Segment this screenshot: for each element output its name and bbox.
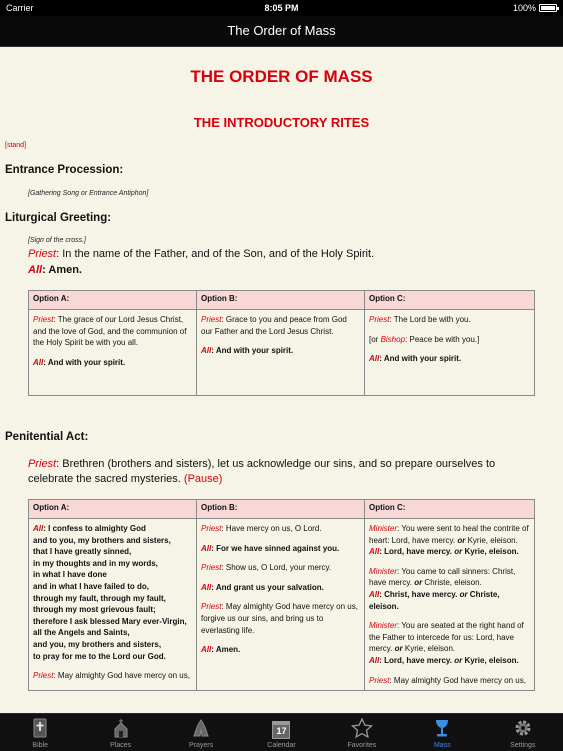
confiteor-line: through my fault, through my fault, bbox=[33, 593, 166, 603]
greeting-option-b bbox=[197, 310, 365, 396]
nav-title: The Order of Mass bbox=[227, 23, 336, 38]
status-time: 8:05 PM bbox=[264, 3, 299, 13]
minister-text: : You came to call sinners: Christ, have mercy. bbox=[369, 566, 516, 588]
confiteor-line: therefore I ask blessed Mary ever-Virgin, bbox=[33, 616, 187, 626]
option-b-all-text: : And with your spirit. bbox=[211, 346, 294, 356]
absolution-text: : May almighty God have mercy on us, bbox=[389, 675, 526, 685]
tab-mass[interactable] bbox=[402, 714, 482, 751]
confiteor-line: in what I have done bbox=[33, 570, 107, 580]
all-text: : Lord, have mercy. bbox=[379, 655, 455, 665]
tab-bar bbox=[0, 713, 563, 751]
minister-text: : You were sent to heal the contrite of heart: Lord, have mercy. bbox=[369, 524, 529, 545]
priest-label: Priest bbox=[201, 315, 222, 324]
minister-text: : You are seated at the right hand of the Father to intercede for us: Lord, have mercy. bbox=[369, 621, 524, 654]
option-b-text: : Show us, O Lord, your mercy. bbox=[221, 563, 332, 573]
bible-icon bbox=[33, 718, 47, 742]
or-word: or bbox=[457, 535, 466, 545]
bishop-label: Bishop bbox=[380, 334, 406, 344]
carrier-label: Carrier bbox=[6, 3, 34, 13]
bishop-open: [or bbox=[369, 334, 381, 344]
or-word: or bbox=[454, 547, 463, 557]
all-label: All bbox=[201, 346, 212, 356]
section-title: THE INTRODUCTORY RITES bbox=[193, 115, 370, 130]
tab-settings[interactable] bbox=[483, 714, 563, 751]
all-label: All bbox=[369, 655, 380, 665]
confiteor-line: and you, my brothers and sisters, bbox=[33, 639, 162, 649]
tab-bible[interactable] bbox=[0, 714, 80, 751]
all-label: All bbox=[369, 589, 380, 599]
all-label: All bbox=[201, 582, 212, 592]
option-a-header: Option A: bbox=[29, 291, 197, 310]
penitential-priest-line bbox=[28, 457, 533, 487]
or-word: or bbox=[459, 589, 468, 599]
priest-label: Priest bbox=[33, 315, 54, 324]
entrance-rubric: [Gathering Song or Entrance Antiphon] bbox=[28, 190, 149, 197]
all-text-alt: Kyrie, eleison. bbox=[462, 655, 519, 665]
minister-label: Minister bbox=[369, 566, 398, 576]
page-title: THE ORDER OF MASS bbox=[190, 67, 373, 86]
stand-rubric: [stand] bbox=[5, 142, 27, 149]
option-a-all-text: : And with your spirit. bbox=[43, 357, 126, 367]
confiteor-line: through my most grievous fault; bbox=[33, 605, 156, 615]
greeting-all-line bbox=[28, 264, 82, 276]
all-label: All bbox=[33, 357, 44, 367]
pause-rubric: (Pause) bbox=[183, 473, 223, 485]
tab-calendar[interactable] bbox=[241, 714, 321, 751]
all-label: All bbox=[33, 524, 44, 533]
status-bar bbox=[0, 0, 563, 16]
greeting-option-a bbox=[29, 310, 197, 396]
greeting-priest-line bbox=[28, 248, 374, 260]
all-text: : Lord, have mercy. bbox=[379, 547, 455, 557]
calendar-icon bbox=[271, 720, 291, 740]
priest-label: Priest bbox=[201, 524, 222, 533]
penitential-heading: Penitential Act: bbox=[5, 431, 89, 443]
option-b-text: : Have mercy on us, O Lord. bbox=[221, 524, 322, 533]
tab-label: Prayers bbox=[188, 742, 214, 749]
penitential-options-table bbox=[28, 499, 535, 691]
church-icon bbox=[110, 718, 132, 742]
all-text: : Christ, have mercy. bbox=[379, 589, 460, 599]
penitential-option-a bbox=[29, 519, 197, 691]
priest-label: Priest bbox=[28, 248, 57, 260]
minister-label: Minister bbox=[369, 621, 398, 631]
battery-icon bbox=[539, 4, 557, 12]
confiteor-line: and in what I have failed to do, bbox=[33, 581, 150, 591]
tab-label: Mass bbox=[433, 742, 451, 749]
option-b-header: Option B: bbox=[197, 500, 365, 519]
priest-label: Priest bbox=[33, 671, 54, 681]
penitential-priest-text: : Brethren (brothers and sisters), let us acknowledge our sins, and so prepare ourselves to celebrate the sacred mysteries. bbox=[28, 458, 496, 485]
battery-indicator bbox=[513, 3, 557, 13]
tab-label: Places bbox=[110, 742, 132, 749]
option-b-text: : And grant us your salvation. bbox=[211, 582, 324, 592]
option-b-text: : For we have sinned against you. bbox=[211, 543, 340, 553]
option-a-priest-text: : The grace of our Lord Jesus Christ, and the love of God, and the communion of the Holy Spirit be with you all. bbox=[33, 315, 187, 348]
minister-text-alt: Kyrie, eleison. bbox=[465, 535, 518, 545]
absolution-text: : May almighty God have mercy on us, bbox=[53, 671, 190, 681]
or-word: or bbox=[394, 644, 403, 654]
confiteor-line: that I have greatly sinned, bbox=[33, 547, 132, 557]
or-word: or bbox=[454, 655, 463, 665]
tab-label: Favorites bbox=[347, 742, 377, 749]
greeting-heading: Liturgical Greeting: bbox=[5, 212, 112, 224]
option-b-text: : May almighty God have mercy on us, forgive us our sins, and bring us to everlasting life. bbox=[201, 602, 358, 635]
confiteor-line: : I confess to almighty God bbox=[43, 524, 146, 533]
option-c-header: Option C: bbox=[365, 291, 535, 310]
nav-bar bbox=[0, 16, 563, 47]
all-label: All bbox=[201, 543, 212, 553]
tab-label: Calendar bbox=[267, 742, 296, 749]
all-text-alt: Christe, eleison. bbox=[369, 589, 500, 611]
greeting-options-table bbox=[28, 290, 535, 396]
tab-label: Settings bbox=[510, 742, 536, 749]
bishop-text: : Peace be with you.] bbox=[405, 334, 480, 344]
mass-content[interactable] bbox=[0, 47, 563, 713]
tab-prayers[interactable] bbox=[161, 714, 241, 751]
option-c-priest-text: : The Lord be with you. bbox=[389, 315, 471, 324]
confiteor-line: all the Angels and Saints, bbox=[33, 628, 130, 638]
tab-places[interactable] bbox=[80, 714, 160, 751]
penitential-option-b bbox=[197, 519, 365, 691]
confiteor-line: in my thoughts and in my words, bbox=[33, 558, 158, 568]
or-word: or bbox=[414, 578, 423, 588]
calendar-day: 17 bbox=[276, 726, 287, 736]
option-b-header: Option B: bbox=[197, 291, 365, 310]
minister-text-alt: Christe, eleison. bbox=[422, 578, 482, 588]
priest-label: Priest bbox=[28, 458, 57, 470]
greeting-option-c bbox=[365, 310, 535, 396]
star-icon bbox=[351, 718, 373, 742]
gear-icon bbox=[512, 718, 534, 742]
all-label: All bbox=[369, 354, 380, 364]
all-label: All bbox=[369, 547, 380, 557]
option-a-header: Option A: bbox=[29, 500, 197, 519]
priest-label: Priest bbox=[201, 602, 222, 612]
option-b-text: : Amen. bbox=[211, 645, 241, 655]
option-b-priest-text: : Grace to you and peace from God our Father and the Lord Jesus Christ. bbox=[201, 315, 347, 336]
confiteor-line: and to you, my brothers and sisters, bbox=[33, 535, 171, 545]
praying-hands-icon bbox=[190, 718, 212, 742]
option-c-header: Option C: bbox=[365, 500, 535, 519]
tab-label: Bible bbox=[32, 742, 48, 749]
priest-label: Priest bbox=[201, 563, 222, 573]
minister-label: Minister bbox=[369, 524, 398, 533]
all-label: All bbox=[28, 264, 43, 276]
all-text: : Amen. bbox=[42, 264, 82, 276]
all-text-alt: Kyrie, eleison. bbox=[462, 547, 519, 557]
chalice-icon bbox=[431, 718, 453, 742]
priest-label: Priest bbox=[369, 675, 390, 685]
penitential-option-c bbox=[365, 519, 535, 691]
priest-text: : In the name of the Father, and of the Son, and of the Holy Spirit. bbox=[56, 248, 375, 260]
confiteor-line: to pray for me to the Lord our God. bbox=[33, 651, 166, 661]
option-c-all-text: : And with your spirit. bbox=[379, 354, 462, 364]
greeting-rubric: [Sign of the cross.] bbox=[28, 237, 86, 244]
priest-label: Priest bbox=[369, 315, 390, 324]
all-label: All bbox=[201, 645, 212, 655]
minister-text-alt: Kyrie, eleison. bbox=[402, 644, 456, 654]
tab-favorites[interactable] bbox=[322, 714, 402, 751]
entrance-heading: Entrance Procession: bbox=[5, 164, 124, 176]
battery-percent: 100% bbox=[512, 3, 536, 13]
